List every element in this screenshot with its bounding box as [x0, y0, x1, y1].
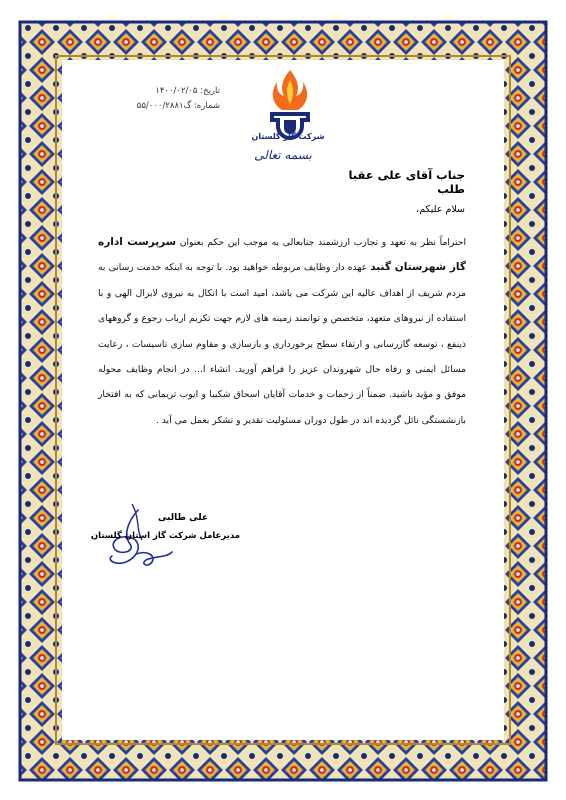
appointment-title: سرپرست اداره گاز شهرستان گنبد: [98, 236, 466, 274]
letter-meta: [130, 84, 220, 114]
date-value: ۱۴۰۰/۰۲/۰۵: [155, 86, 198, 96]
body-intro: احتراماً نظر به تعهد و تجارب ارزشمند جنابعالی به موجب این حکم بعنوان: [179, 237, 467, 248]
company-name: شرکت گاز گلستان: [251, 132, 325, 141]
body-main: عهده دار وظایف مربوطه خواهید بود. با توجه به اینکه خدمت رسانی به مردم شریف از اهداف عالیه این شرکت می باشد، امید است با اتکال به نیروی لایزال الهی و با استفاده از نیروهای متعهد، متخصص و توانمند زمینه های لازم جهت تکریم ارباب رجوع و گروههای ذینفع ، توسعه گازرسانی و ارتقاء سطح برخورداری و بازسازی و مقاوم سازی تاسیسات ، رعایت مسائل ایمنی و رفاه حال شهروندان عزیز را فراهم آورید. انشاء ا... در انجام وظایف محوله موفق و مؤید باشید. ضمناً از زحمات و خدمات آقایان اسحاق شکیبا و ایوب تریمانی که به افتخار بازنشستگی نائل گردیده اند در طول دوران مسئولیت تقدیر و تشکر بعمل می آید .: [98, 262, 466, 426]
salutation: سلام علیکم،: [416, 204, 465, 215]
signatory-title: مدیرعامل شرکت گاز استان گلستان: [90, 531, 240, 541]
body-paragraph: [98, 230, 466, 433]
date-label: تاریخ:: [200, 86, 220, 96]
number-line: [130, 99, 220, 114]
letter-body: [98, 230, 466, 433]
number-label: شماره:: [193, 101, 220, 111]
date-line: [130, 84, 220, 99]
signatory-name: علی طالبی: [157, 513, 209, 523]
bismillah-heading: بسمه تعالی: [254, 148, 312, 162]
recipient-line: جناب آقای علی عقبا طلب: [348, 168, 465, 196]
number-value: گ۵۵/۰۰۰/۲۸۸۱: [136, 101, 192, 111]
